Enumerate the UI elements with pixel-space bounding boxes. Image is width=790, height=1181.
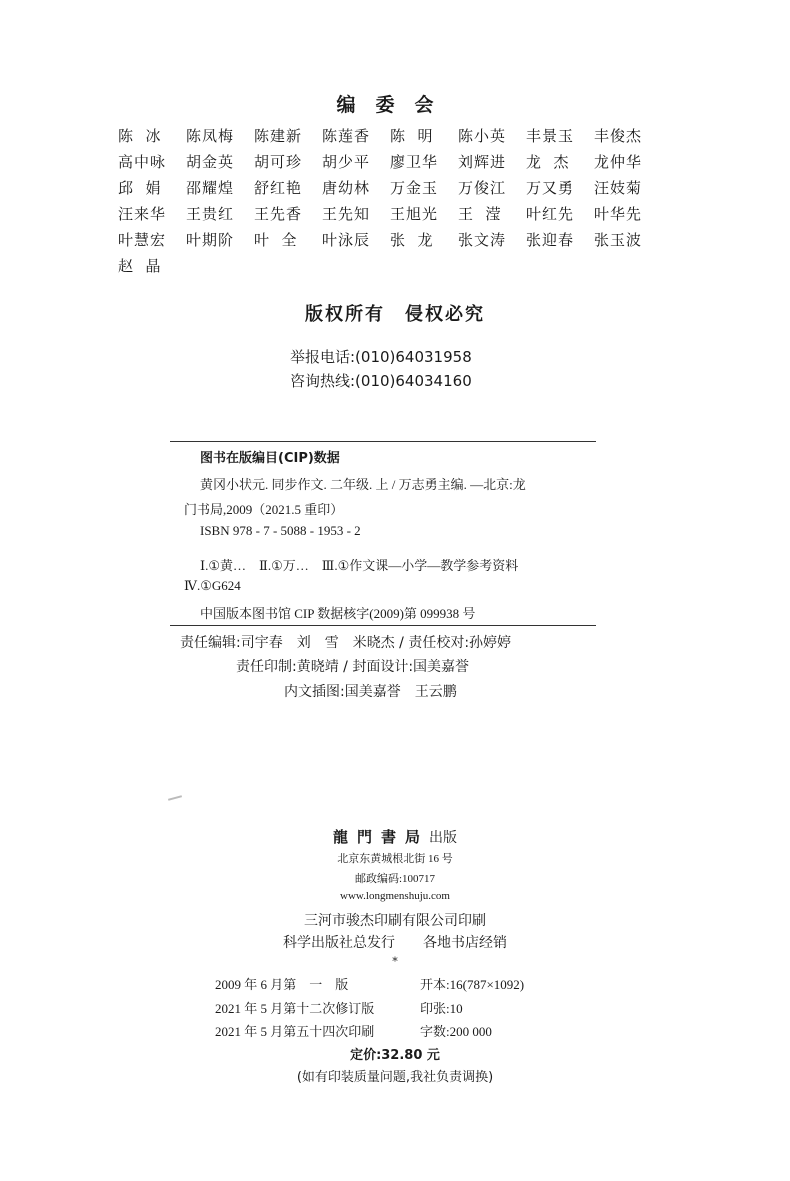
committee-member: 龙仲华 (594, 153, 643, 171)
printer-line: 三河市骏杰印刷有限公司印刷 (304, 913, 486, 929)
committee-member: 万金玉 (390, 179, 439, 197)
edition-info: 2021 年 5 月第十二次修订版 (215, 1001, 375, 1016)
scan-speck (168, 795, 182, 801)
committee-member: 邱 娟 (118, 179, 162, 197)
committee-member: 张文涛 (458, 231, 507, 249)
publisher-website: www.longmenshuju.com (340, 890, 450, 902)
committee-member: 丰俊杰 (594, 127, 643, 145)
committee-member: 廖卫华 (390, 153, 439, 171)
committee-member: 王贵红 (186, 205, 235, 223)
committee-member: 叶 全 (254, 231, 298, 249)
quality-notice: (如有印装质量问题,我社负责调换) (296, 1070, 494, 1085)
cip-line: Ⅳ.①G624 (184, 578, 241, 593)
credit-line: 内文插图:国美嘉誉 王云鹏 (284, 684, 457, 700)
cip-title: 图书在版编目(CIP)数据 (200, 451, 340, 466)
committee-member: 汪来华 (118, 205, 167, 223)
format-info: 开本:16(787×1092) (420, 977, 525, 992)
committee-member: 万俊江 (458, 179, 507, 197)
publisher-suffix: 出版 (429, 830, 457, 846)
committee-member: 叶泳辰 (322, 231, 371, 249)
publisher-line (0, 826, 790, 847)
committee-member: 陈 冰 (118, 127, 162, 145)
committee-member: 陈 明 (390, 127, 434, 145)
cip-bottom-rule (170, 625, 596, 626)
cip-line: 黄冈小状元. 同步作文. 二年级. 上 / 万志勇主编. —北京:龙 (200, 477, 526, 492)
committee-member: 张玉波 (594, 231, 643, 249)
committee-member: 邵耀煌 (186, 179, 235, 197)
cip-line: 门书局,2009（2021.5 重印） (184, 502, 344, 517)
edition-info: 2009 年 6 月第 一 版 (215, 977, 349, 992)
committee-member: 龙 杰 (526, 153, 570, 171)
committee-member: 丰景玉 (526, 127, 575, 145)
committee-member: 唐幼林 (322, 179, 371, 197)
committee-member: 万又勇 (526, 179, 575, 197)
committee-member: 张迎春 (526, 231, 575, 249)
committee-member: 陈凤梅 (186, 127, 235, 145)
publisher-address: 北京东黄城根北街 16 号 (337, 853, 453, 865)
committee-member-list (118, 126, 678, 277)
committee-member: 陈小英 (458, 127, 507, 145)
cip-isbn: ISBN 978 - 7 - 5088 - 1953 - 2 (200, 523, 361, 538)
committee-member: 陈莲香 (322, 127, 371, 145)
committee-member: 叶红先 (526, 205, 575, 223)
committee-member: 胡可珍 (254, 153, 303, 171)
cip-line: 中国版本图书馆 CIP 数据核字(2009)第 099938 号 (200, 606, 476, 621)
committee-member: 张 龙 (390, 231, 434, 249)
committee-member: 王 滢 (458, 205, 502, 223)
committee-member: 叶慧宏 (118, 231, 167, 249)
cip-top-rule (170, 441, 596, 442)
sheets-info: 印张:10 (420, 1001, 463, 1016)
committee-member: 赵 晶 (118, 257, 162, 275)
consult-phone: 咨询热线:(010)64034160 (290, 372, 472, 390)
word-count-info: 字数:200 000 (420, 1024, 492, 1039)
committee-member: 舒红艳 (254, 179, 303, 197)
committee-member: 汪妓菊 (594, 179, 643, 197)
committee-member: 胡金英 (186, 153, 235, 171)
credit-line: 责任印制:黄晓靖 / 封面设计:国美嘉誉 (236, 659, 470, 675)
committee-member: 王旭光 (390, 205, 439, 223)
committee-member: 叶期阶 (186, 231, 235, 249)
committee-member: 刘辉进 (458, 153, 507, 171)
rights-statement: 版权所有 侵权必究 (305, 304, 485, 325)
committee-title: 编委会 (336, 94, 454, 116)
committee-member: 王先知 (322, 205, 371, 223)
cip-line: Ⅰ.①黄… Ⅱ.①万… Ⅲ.①作文课—小学—教学参考资料 (200, 558, 519, 573)
committee-member: 叶华先 (594, 205, 643, 223)
separator-star: * (392, 955, 398, 968)
distribution-line: 科学出版社总发行 各地书店经销 (283, 935, 507, 951)
report-phone: 举报电话:(010)64031958 (290, 348, 472, 366)
publisher-name: 龍門書局 (332, 828, 429, 846)
committee-member: 高中咏 (118, 153, 167, 171)
committee-member: 陈建新 (254, 127, 303, 145)
credit-line: 责任编辑:司宇春 刘 雪 米晓杰 / 责任校对:孙婷婷 (180, 635, 512, 651)
committee-member: 胡少平 (322, 153, 371, 171)
price: 定价:32.80 元 (350, 1048, 440, 1063)
publisher-zip: 邮政编码:100717 (354, 873, 436, 885)
edition-info: 2021 年 5 月第五十四次印刷 (215, 1024, 375, 1039)
committee-member: 王先香 (254, 205, 303, 223)
